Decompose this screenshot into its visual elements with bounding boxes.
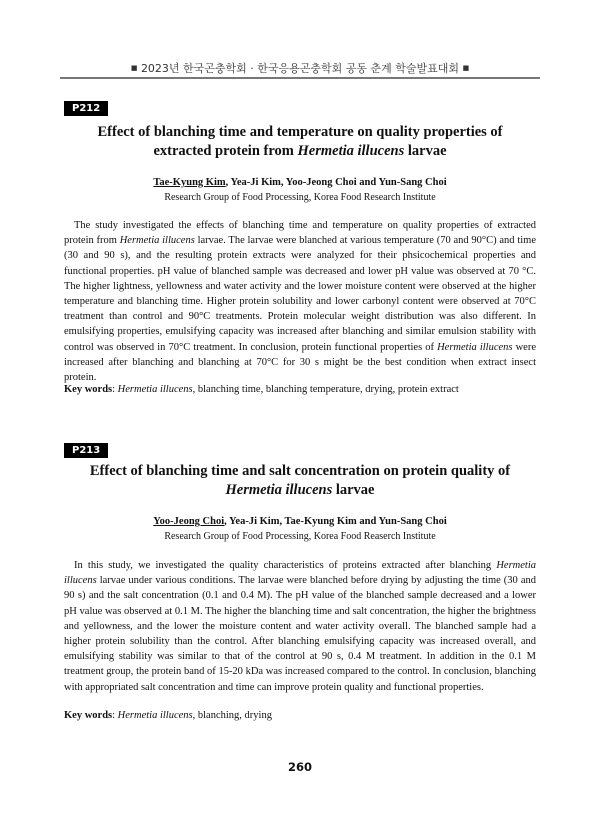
affiliation: Research Group of Food Processing, Korea Food Research Institute xyxy=(164,192,436,203)
abstract-title xyxy=(60,123,540,161)
keyword-species: Hermetia illucens xyxy=(117,710,193,721)
species-name: Hermetia illucens xyxy=(64,560,536,587)
conference-header xyxy=(60,60,540,76)
author-list xyxy=(60,516,540,527)
title-line-2b: larvae xyxy=(404,143,447,159)
title-species: Hermetia illucens xyxy=(225,482,333,498)
presenting-author: Yoo-Jeong Choi xyxy=(153,516,225,527)
affiliation: Research Group of Food Processing, Korea Food Reaserch Institute xyxy=(164,531,436,542)
title-line-2a: extracted protein from xyxy=(153,143,298,159)
header-divider xyxy=(60,77,540,79)
abstract-title xyxy=(60,462,540,500)
title-line-1: Effect of blanching time and salt concentration on protein quality of xyxy=(89,463,511,479)
keyword-species: Hermetia illucens xyxy=(117,384,193,395)
abstract-body xyxy=(64,218,536,385)
keywords-label: Key words xyxy=(64,710,113,721)
keywords-line: Key words: Hermetia illucens, blanching, drying xyxy=(64,710,272,721)
co-authors: , Yea-Ji Kim, Tae-Kyung Kim and Yun-Sang Choi xyxy=(224,516,447,527)
page-number: 260 xyxy=(287,760,312,774)
species-name: Hermetia illucens xyxy=(119,235,195,247)
header-square-left: ■ xyxy=(130,64,138,72)
keywords-list: , blanching time, blanching temperature, drying, protein extract xyxy=(192,384,459,395)
author-list xyxy=(60,177,540,188)
title-species: Hermetia illucens xyxy=(297,143,405,159)
abstract-body xyxy=(64,558,536,695)
header-square-right: ■ xyxy=(462,64,470,72)
keywords-label: Key words xyxy=(64,384,113,395)
conference-title: 2023년 한국곤충학회 · 한국응용곤충학회 공동 춘계 학술발표대회 xyxy=(140,62,460,75)
abstract-text: were increased after blanching and blanching at 70°C for 30 s might be the best condition when extract insect protein. xyxy=(64,341,536,384)
co-authors: , Yea-Ji Kim, Yoo-Jeong Choi and Yun-Sang Choi xyxy=(225,177,447,188)
keywords-line: Key words: Hermetia illucens, blanching time, blanching temperature, drying, protein extract xyxy=(64,384,459,395)
abstract-text: larvae under various conditions. The larvae were blanched before drying by adjusting the time (30 and 90 s) and the salt concentration (0.1 and 0.4 M). The pH value of the blanched sample decreased and a lower pH value was observed at 0.1 M. The higher the blanching time and salt concentration, the higher the brightness and yellowness, and the lower the moisture content and water activity overall. The blanched sample had a higher protein solubility than the control. After blanching emulsifying capacity was increased overall, and emulsifying stability was similar to that of the control at 90 s, 0.4 M treatment. In addition in the 0.1 M treatment group, the protein band of 15-20 kDa was increased compared to the control. In conclusion, blanching with appropriated salt concentration and time can improve protein quality and functional properties. xyxy=(64,575,536,693)
keywords-list: , blanching, drying xyxy=(192,710,272,721)
abstract-code-badge: P212 xyxy=(64,101,108,116)
abstract-code-badge: P213 xyxy=(64,443,108,458)
abstract-text: The study investigated the effects of blanching time and temperature on quality properties of extracted protein from xyxy=(64,220,536,247)
title-line-1: Effect of blanching time and temperature on quality properties of xyxy=(97,124,503,140)
abstract-text: larvae. The larvae were blanched at various temperature (70 and 90°C) and time (30 and 90 s), and the resulting protein extracts were analyzed for their phsicochemical properties and functional properties. pH value of blanched sample was decreased and lower pH value was observed at 70 °C. The higher lightness, yellowness and water activity and the lower moisture content were observed at the higher temperature and blanching time. Higher protein solubility and lower carbonyl content were observed at 70°C treatment than control and 90°C treatments. Protein molecular weight distribution was also different. In emulsifying properties, emulsifying capacity was increased after blanching and similar emulsion stability with control was observed in 70°C treatment. In conclusion, protein functional properties of xyxy=(64,235,536,353)
title-line-2b: larvae xyxy=(332,482,375,498)
presenting-author: Tae-Kyung Kim xyxy=(153,177,226,188)
species-name: Hermetia illucens xyxy=(437,341,513,353)
abstract-text: In this study, we investigated the quality characteristics of proteins extracted after blanching xyxy=(74,560,497,571)
